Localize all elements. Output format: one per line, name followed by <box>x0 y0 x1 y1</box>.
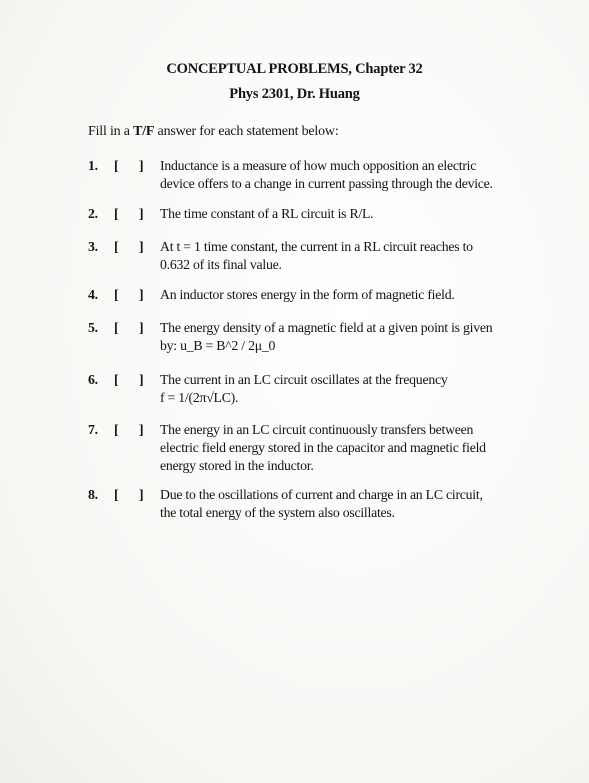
question-line: The energy in an LC circuit continuously transfers between <box>160 422 474 437</box>
question-text <box>160 205 535 223</box>
question-line: The current in an LC circuit oscillates at the frequency <box>160 372 448 387</box>
answer-bracket-right[interactable]: ] <box>139 372 144 387</box>
question-number: 7. <box>88 422 98 437</box>
question-line: device offers to a change in current passing through the device. <box>160 176 493 191</box>
question-line: The energy density of a magnetic field at a given point is given <box>160 320 493 335</box>
instruction-suffix: answer for each statement below: <box>154 124 339 139</box>
instruction-prefix: Fill in a <box>88 124 134 139</box>
question-line: At t = 1 time constant, the current in a RL circuit reaches to <box>160 239 473 254</box>
question-text <box>160 286 535 304</box>
answer-bracket-right[interactable]: ] <box>139 239 144 254</box>
page-title: CONCEPTUAL PROBLEMS, Chapter 32 <box>166 61 423 77</box>
answer-bracket-left[interactable]: [ <box>114 158 119 173</box>
question-line: f = 1/(2π√LC). <box>160 390 239 405</box>
course-subtitle: Phys 2301, Dr. Huang <box>229 86 360 102</box>
answer-bracket-right[interactable]: ] <box>139 287 144 302</box>
answer-bracket-right[interactable]: ] <box>139 158 144 173</box>
question-line: An inductor stores energy in the form of magnetic field. <box>160 287 455 302</box>
question-number: 8. <box>88 487 98 502</box>
instruction-emphasis: T/F <box>133 124 155 139</box>
question-number: 2. <box>88 206 98 221</box>
question-line: Inductance is a measure of how much opposition an electric <box>160 158 477 173</box>
answer-bracket-left[interactable]: [ <box>114 422 119 437</box>
question-number: 4. <box>88 287 98 302</box>
question-text <box>160 486 535 522</box>
answer-bracket-left[interactable]: [ <box>114 487 119 502</box>
question-line: energy stored in the inductor. <box>160 458 314 473</box>
question-line: the total energy of the system also oscillates. <box>160 505 395 520</box>
question-number: 6. <box>88 372 98 387</box>
answer-bracket-right[interactable]: ] <box>139 487 144 502</box>
question-line: Due to the oscillations of current and charge in an LC circuit, <box>160 487 483 502</box>
answer-bracket-left[interactable]: [ <box>114 287 119 302</box>
answer-bracket-right[interactable]: ] <box>139 320 144 335</box>
question-text <box>160 157 535 193</box>
question-text <box>160 238 535 274</box>
question-number: 3. <box>88 239 98 254</box>
answer-bracket-left[interactable]: [ <box>114 372 119 387</box>
answer-bracket-left[interactable]: [ <box>114 320 119 335</box>
question-text <box>160 421 535 475</box>
question-line: by: u_B = B^2 / 2μ_0 <box>160 338 276 353</box>
question-line: electric field energy stored in the capacitor and magnetic field <box>160 440 486 455</box>
question-line: The time constant of a RL circuit is R/L. <box>160 206 374 221</box>
question-text <box>160 371 535 407</box>
answer-bracket-left[interactable]: [ <box>114 239 119 254</box>
instructions <box>88 124 339 140</box>
question-number: 1. <box>88 158 98 173</box>
question-text <box>160 319 535 355</box>
question-line: 0.632 of its final value. <box>160 257 282 272</box>
answer-bracket-right[interactable]: ] <box>139 206 144 221</box>
question-number: 5. <box>88 320 98 335</box>
answer-bracket-left[interactable]: [ <box>114 206 119 221</box>
answer-bracket-right[interactable]: ] <box>139 422 144 437</box>
